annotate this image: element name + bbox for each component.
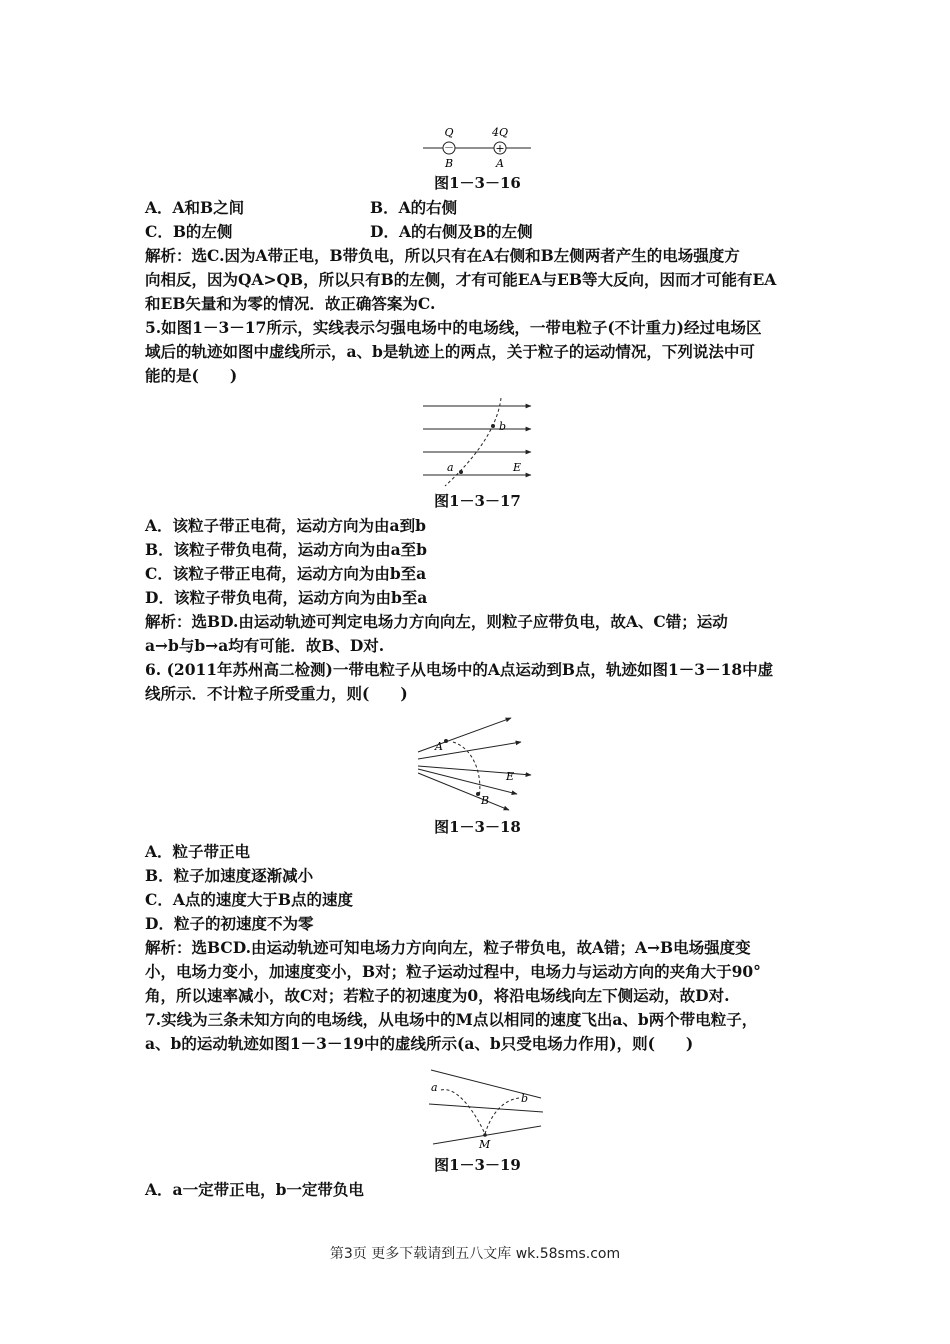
option-b: B．A的右侧 — [370, 198, 458, 217]
option-a: A．该粒子带正电荷，运动方向为由a到b — [145, 516, 426, 535]
point-a-label: A — [434, 740, 443, 753]
point-b-label: B — [480, 794, 489, 807]
charge-a-value: 4Q — [491, 126, 508, 139]
charge-a-label: A — [495, 157, 504, 170]
option-c: C．B的左侧 — [145, 222, 233, 241]
figure-caption: 图1－3－19 — [434, 1156, 521, 1174]
option-d: D．该粒子带负电荷，运动方向为由b至a — [145, 588, 428, 607]
field-line-4 — [418, 773, 509, 810]
figure-caption: 图1－3－17 — [434, 492, 521, 510]
question-stem: 域后的轨迹如图中虚线所示，a、b是轨迹上的两点，关于粒子的运动情况，下列说法中可 — [145, 342, 755, 361]
charge-b-value: Q — [443, 126, 454, 139]
question-stem: a、b的运动轨迹如图1－3－19中的虚线所示(a、b只受电场力作用)，则( ) — [145, 1034, 694, 1053]
answer-line: 角，所以速率减小，故C对；若粒子的初速度为0，将沿电场线向左下侧运动，故D对. — [145, 986, 730, 1005]
figure-caption: 图1－3－16 — [434, 174, 521, 192]
figure-1-3-19 — [145, 1064, 810, 1176]
charges-diagram — [413, 122, 543, 170]
field-line-2 — [418, 742, 521, 759]
figure-caption: 图1－3－18 — [434, 818, 521, 836]
option-b: B．粒子加速度逐渐减小 — [145, 866, 314, 885]
field-e-label: E — [512, 461, 521, 474]
particle-b-label: b — [520, 1092, 528, 1105]
answer-line: 向相反，因为QA>QB，所以只有B的左侧，才有可能EA与EB等大反向，因而才可能有EA — [145, 270, 777, 289]
point-b-label: b — [498, 420, 506, 433]
answer-line: 和EB矢量和为零的情况．故正确答案为C. — [145, 294, 436, 313]
option-d: D．A的右侧及B的左侧 — [370, 222, 533, 241]
figure-1-3-17 — [145, 398, 810, 512]
point-m-dot — [483, 1133, 487, 1137]
content-area — [145, 118, 810, 1202]
option-a: A．粒子带正电 — [145, 842, 251, 861]
point-m-label: M — [478, 1138, 490, 1151]
charge-b-sign: － — [443, 143, 454, 155]
divergent-field-diagram — [413, 714, 543, 814]
option-a: A．a一定带正电，b一定带负电 — [145, 1180, 364, 1199]
answer-line: 解析：选BD.由运动轨迹可判定电场力方向向左，则粒子应带负电，故A、C错；运动 — [145, 612, 728, 631]
option-d: D．粒子的初速度不为零 — [145, 914, 314, 933]
particle-a-label: a — [430, 1081, 438, 1094]
option-a: A．A和B之间 — [145, 198, 245, 217]
option-c: C．该粒子带正电荷，运动方向为由b至a — [145, 564, 427, 583]
three-field-lines-diagram — [413, 1064, 543, 1152]
answer-line: a→b与b→a均有可能．故B、D对. — [145, 636, 385, 655]
answer-line: 解析：选C.因为A带正电，B带负电，所以只有在A右侧和B左侧两者产生的电场强度方 — [145, 246, 740, 265]
charge-a-sign: + — [494, 142, 505, 155]
question-stem: 线所示．不计粒子所受重力，则( ) — [145, 684, 408, 703]
question-stem: 7.实线为三条未知方向的电场线，从电场中的M点以相同的速度飞出a、b两个带电粒子， — [145, 1010, 758, 1029]
point-b-dot — [491, 424, 495, 428]
figure-1-3-18 — [145, 714, 810, 838]
field-line-1 — [418, 718, 511, 752]
option-b: B．该粒子带负电荷，运动方向为由a至b — [145, 540, 427, 559]
answer-line: 解析：选BCD.由运动轨迹可知电场力方向向左，粒子带负电，故A错；A→B电场强度变 — [145, 938, 751, 957]
option-row — [145, 220, 810, 244]
page-footer: 第3页 更多下载请到五八文库 wk.58sms.com — [329, 1246, 621, 1262]
question-stem: 5.如图1－3－17所示，实线表示匀强电场中的电场线，一带电粒子(不计重力)经过电场区 — [145, 318, 762, 337]
option-row — [145, 196, 810, 220]
option-c: C．A点的速度大于B点的速度 — [145, 890, 353, 909]
charge-b-label: B — [444, 157, 453, 170]
figure-1-3-16 — [145, 122, 810, 194]
point-a-dot — [459, 470, 463, 474]
question-stem: 6. (2011年苏州高二检测)一带电粒子从电场中的A点运动到B点，轨迹如图1－3－18中虚 — [145, 660, 774, 679]
field-line-middle — [429, 1104, 543, 1112]
trajectory-a — [441, 1090, 485, 1134]
point-b-dot — [476, 792, 480, 796]
point-a-dot — [444, 739, 448, 743]
question-stem: 能的是( ) — [145, 366, 238, 385]
answer-line: 小，电场力变小，加速度变小，B对；粒子运动过程中，电场力与运动方向的夹角大于90° — [145, 962, 761, 981]
uniform-field-diagram — [413, 398, 543, 488]
field-e-label: E — [505, 770, 514, 783]
trajectory-b — [485, 1098, 519, 1134]
point-a-label: a — [446, 461, 454, 474]
